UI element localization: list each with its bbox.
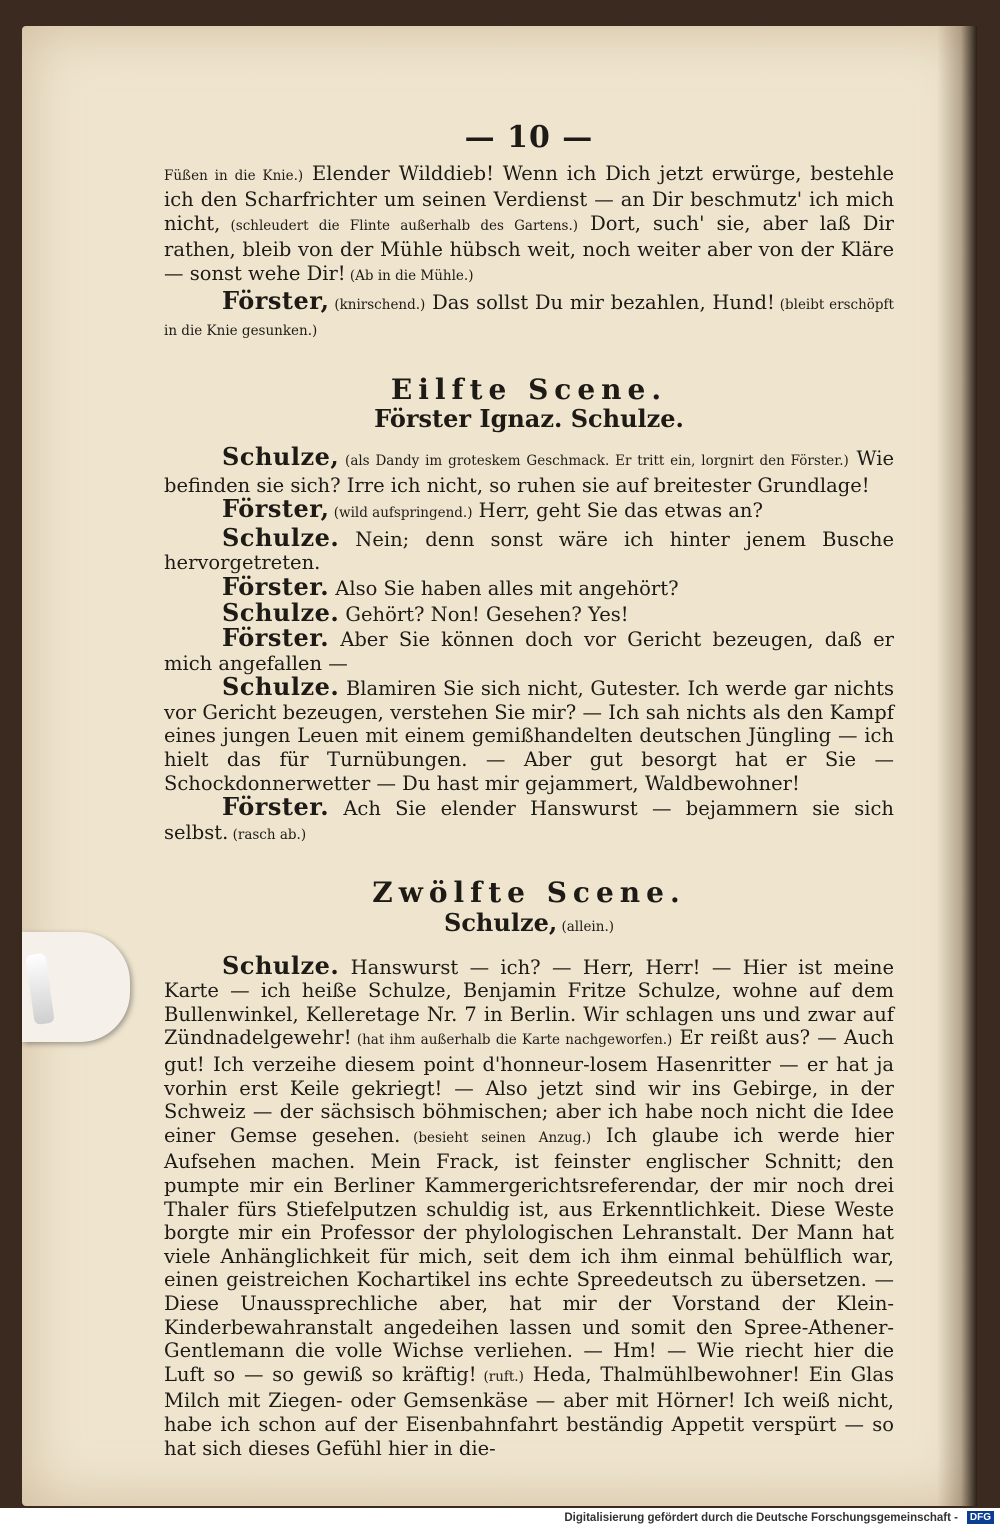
stage-direction: (allein.) (557, 919, 615, 936)
stage-direction: (knirschend.) (329, 296, 426, 313)
paragraph (164, 285, 894, 344)
speaker-name: Schulze. (222, 522, 340, 552)
paragraph (164, 792, 894, 847)
dialogue-text: Heda, Thalmühlbewohner! Ein Glas Milch mit Ziegen- oder Gemsenkäse — aber mit Hörner! Ich weiß nicht, habe ich schon auf der Eisenbahnfahrt beständig Appetit verspürt — so hat sich dieses Gefühl hier in die- (164, 1362, 895, 1460)
dialogue-text: Ich glaube ich werde hier Aufsehen machen. Mein Frack, ist feinster englischer Schnitt; den pumpte mir ein Berliner Kammergerichtsreferendar, der mir noch drei Thaler fürs Stiefelputzen schuldig ist, aus Erkenntlichkeit. Diese Weste borgte mir ein Professor der phylologischen Lehranstalt. Der Mann hat viele Anhänglichkeit für mich, seit dem ich ihm einmal behülflich war, einen geistreichen Kochartikel ins echte Spreedeutsch zu übersetzen. — Diese Unaussprechliche aber, hat mir der Vorstand der Klein-Kinderbewahranstalt angedeihen lassen und somit den Spree-Athener-Gentlemann die volle Wichse verliehen. — Hm! — Wie riecht hier die Luft so — so gewiß so kräftig! (164, 1123, 894, 1386)
page-gutter (937, 26, 977, 1506)
stage-direction: (hat ihm außerhalb die Karte nachgeworfen.) (351, 1032, 673, 1049)
paper-clip (22, 932, 130, 1042)
speaker-name: Förster. (222, 571, 330, 601)
dialogue-text: Er reißt aus? — Auch gut! Ich verzeihe diesem point d'honneur-losem Hasenritter — er hat ja vorhin erst Keile gekriegt! — Also jetzt sind wir ins Gebirge, in der Schweiz — der sächsisch böhmischen; aber ich habe noch nicht die Idee einer Gemse gesehen. (164, 1026, 895, 1147)
scene-person-name: Schulze, (443, 908, 558, 938)
dialogue-text: Ach Sie elender Hanswurst — bejammern sie sich selbst. (164, 797, 894, 844)
stage-direction: (Ab in die Mühle.) (345, 267, 474, 284)
speaker-name: Förster. (222, 623, 330, 653)
paragraph (164, 950, 895, 1460)
stage-direction: (bleibt erschöpft in die Knie gesunken.) (164, 296, 894, 340)
paragraph (164, 672, 894, 795)
dialogue-text: Dort, such' sie, aber laß Dir rathen, bleib von der Mühle hübsch weit, noch weiter aber von der Kläre — sonst wehe Dir! (164, 211, 894, 285)
scene-persons (164, 908, 894, 940)
stage-direction: (schleudert die Flinte außerhalb des Gartens.) (220, 217, 579, 234)
dfg-logo: DFG (967, 1511, 994, 1524)
speaker-name: Schulze. (222, 672, 340, 702)
dialogue-text: Nein; denn sonst wäre ich hinter jenem Busche hervorgetreten. (164, 527, 894, 575)
paragraph (164, 441, 894, 497)
stage-direction: Füßen in die Knie.) (164, 167, 304, 184)
speaker-name: Förster, (222, 494, 330, 524)
speaker-name: Förster. (222, 792, 330, 822)
book-page (22, 26, 977, 1506)
speaker-name: Förster, (222, 285, 330, 315)
footer-bar (0, 1508, 1000, 1530)
dialogue-text: Gehört? Non! Gesehen? Yes! (339, 602, 629, 626)
page-text (164, 120, 895, 1460)
speaker-name: Schulze. (222, 597, 340, 627)
stage-direction: (besieht seinen Anzug.) (400, 1129, 592, 1146)
dialogue-text: Also Sie haben alles mit angehört? (329, 576, 679, 600)
dialogue-text: Elender Wilddieb! Wenn ich Dich jetzt erwürge, bestehle ich den Scharfrichter um seinen Verdienst — an Dir beschmutz' ich mich nicht, (164, 161, 895, 235)
scene-persons: Förster Ignaz. Schulze. (374, 404, 684, 434)
dialogue-text: Hanswurst — ich? — Herr, Herr! — Hier ist meine Karte — ich heiße Schulze, Benjamin Fritze Schulze, wohne auf dem Bullenwinkel, Kelleretage Nr. 7 in Berlin. Wir schlagen uns und zwar auf Zündnadelgewehr! (164, 955, 894, 1050)
dialogue-text: Aber Sie können doch vor Gericht bezeugen, daß er mich angefallen — (164, 628, 894, 675)
dialogue-text: Das sollst Du mir bezahlen, Hund! (425, 290, 775, 314)
paragraph (164, 623, 894, 675)
stage-direction: (wild aufspringend.) (329, 505, 473, 522)
scene-title: Eilfte Scene. (390, 372, 668, 406)
paragraph (164, 162, 894, 289)
stage-direction: (rasch ab.) (228, 826, 307, 843)
page-number: — 10 — (464, 120, 594, 155)
speaker-name: Schulze. (222, 950, 340, 980)
speaker-name: Schulze, (222, 441, 340, 471)
paragraph (164, 494, 894, 526)
dialogue-text: Wie befinden sie sich? Irre ich nicht, so ruhen sie auf breitester Grundlage! (164, 446, 894, 497)
dialogue-text: Blamiren Sie sich nicht, Gutester. Ich werde gar nichts vor Gericht bezeugen, verstehen Sie mir? — Ich sah nichts als den Kampf eines jungen Leuen mit einem gemißhandelten deutschen Jüngling — ich hielt das für Turnübungen. — Aber gut besorgt hat er Sie — Schockdonnerwetter — Du hast mir gejammert, Waldbewohner! (164, 677, 894, 795)
scene-title: Zwölfte Scene. (372, 876, 686, 910)
footer-credit: Digitalisierung gefördert durch die Deutsche Forschungsgemeinschaft - (564, 1512, 958, 1524)
paragraph (164, 522, 894, 575)
stage-direction: (als Dandy im groteskem Geschmack. Er tritt ein, lorgnirt den Förster.) (339, 452, 849, 469)
dialogue-text: Herr, geht Sie das etwas an? (472, 499, 763, 523)
stage-direction: (ruft.) (476, 1368, 524, 1385)
